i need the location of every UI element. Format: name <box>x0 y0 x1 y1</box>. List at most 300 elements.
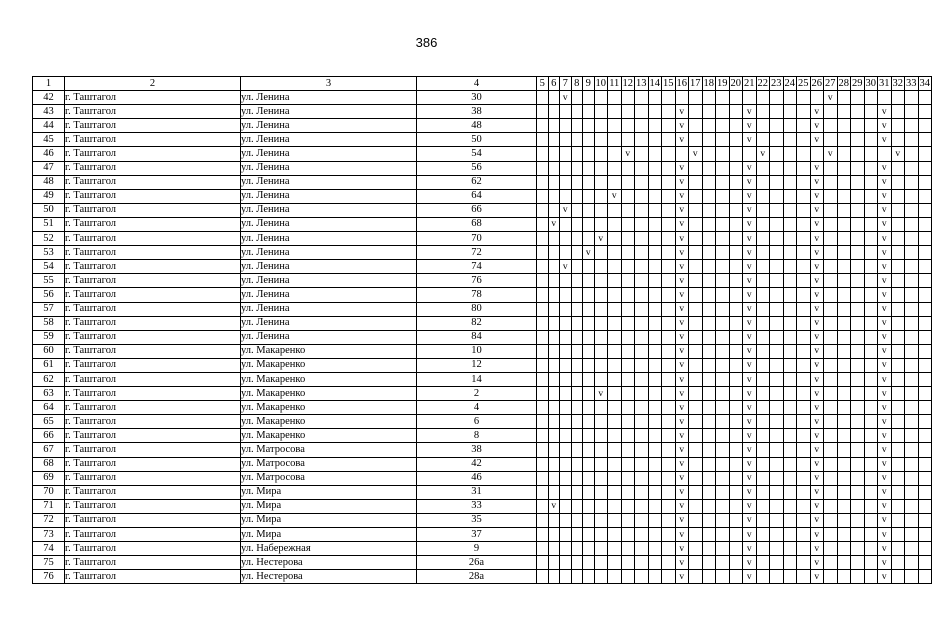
check-mark-cell: v <box>810 513 824 527</box>
city-cell: г. Таштагол <box>65 161 241 175</box>
empty-cell <box>635 485 649 499</box>
empty-cell <box>864 246 878 260</box>
empty-cell <box>918 415 932 429</box>
empty-cell <box>716 133 730 147</box>
empty-cell <box>783 302 797 316</box>
empty-cell <box>824 105 838 119</box>
check-mark-cell: v <box>878 457 892 471</box>
empty-cell <box>824 415 838 429</box>
empty-cell <box>729 246 743 260</box>
empty-cell <box>702 133 716 147</box>
empty-cell <box>851 471 865 485</box>
empty-cell <box>716 344 730 358</box>
check-mark-cell: v <box>675 358 689 372</box>
column-header: 1 <box>33 77 65 91</box>
city-cell: г. Таштагол <box>65 372 241 386</box>
empty-cell <box>756 443 770 457</box>
empty-cell <box>537 372 549 386</box>
empty-cell <box>918 203 932 217</box>
empty-cell <box>716 528 730 542</box>
empty-cell <box>548 330 560 344</box>
empty-cell <box>662 443 676 457</box>
city-cell: г. Таштагол <box>65 147 241 161</box>
empty-cell <box>837 147 851 161</box>
empty-cell <box>770 457 784 471</box>
empty-cell <box>662 105 676 119</box>
empty-cell <box>716 316 730 330</box>
empty-cell <box>918 217 932 231</box>
empty-cell <box>583 330 595 344</box>
column-header: 30 <box>864 77 878 91</box>
empty-cell <box>837 232 851 246</box>
row-number-cell: 66 <box>33 429 65 443</box>
empty-cell <box>729 288 743 302</box>
column-header: 22 <box>756 77 770 91</box>
empty-cell <box>905 119 919 133</box>
empty-cell <box>837 485 851 499</box>
column-header: 3 <box>241 77 417 91</box>
empty-cell <box>560 147 572 161</box>
empty-cell <box>770 302 784 316</box>
empty-cell <box>864 415 878 429</box>
empty-cell <box>729 344 743 358</box>
table-row <box>33 542 932 556</box>
check-mark-cell: v <box>560 203 572 217</box>
empty-cell <box>548 401 560 415</box>
empty-cell <box>864 147 878 161</box>
empty-cell <box>583 499 595 513</box>
empty-cell <box>621 457 635 471</box>
empty-cell <box>783 217 797 231</box>
check-mark-cell: v <box>675 175 689 189</box>
empty-cell <box>594 189 608 203</box>
row-number-cell: 65 <box>33 415 65 429</box>
empty-cell <box>608 119 622 133</box>
empty-cell <box>548 429 560 443</box>
check-mark-cell: v <box>810 556 824 570</box>
empty-cell <box>837 499 851 513</box>
row-number-cell: 53 <box>33 246 65 260</box>
empty-cell <box>729 387 743 401</box>
empty-cell <box>783 119 797 133</box>
empty-cell <box>783 429 797 443</box>
row-number-cell: 46 <box>33 147 65 161</box>
empty-cell <box>594 147 608 161</box>
empty-cell <box>537 133 549 147</box>
empty-cell <box>756 274 770 288</box>
empty-cell <box>560 232 572 246</box>
row-number-cell: 67 <box>33 443 65 457</box>
empty-cell <box>851 372 865 386</box>
empty-cell <box>918 330 932 344</box>
empty-cell <box>583 217 595 231</box>
check-mark-cell: v <box>675 457 689 471</box>
city-cell: г. Таштагол <box>65 570 241 584</box>
empty-cell <box>918 387 932 401</box>
empty-cell <box>837 217 851 231</box>
empty-cell <box>635 556 649 570</box>
check-mark-cell: v <box>560 260 572 274</box>
check-mark-cell: v <box>675 246 689 260</box>
street-cell: ул. Макаренко <box>241 429 417 443</box>
city-cell: г. Таштагол <box>65 119 241 133</box>
empty-cell <box>851 147 865 161</box>
empty-cell <box>851 542 865 556</box>
empty-cell <box>864 288 878 302</box>
empty-cell <box>716 330 730 344</box>
empty-cell <box>648 203 662 217</box>
empty-cell <box>621 528 635 542</box>
empty-cell <box>783 471 797 485</box>
empty-cell <box>662 415 676 429</box>
check-mark-cell: v <box>810 288 824 302</box>
empty-cell <box>729 274 743 288</box>
empty-cell <box>770 260 784 274</box>
house-cell: 66 <box>417 203 537 217</box>
empty-cell <box>716 513 730 527</box>
empty-cell <box>537 203 549 217</box>
empty-cell <box>635 471 649 485</box>
empty-cell <box>560 485 572 499</box>
empty-cell <box>851 119 865 133</box>
empty-cell <box>837 274 851 288</box>
empty-cell <box>918 316 932 330</box>
empty-cell <box>689 387 703 401</box>
empty-cell <box>635 372 649 386</box>
empty-cell <box>621 105 635 119</box>
empty-cell <box>548 175 560 189</box>
empty-cell <box>810 147 824 161</box>
empty-cell <box>689 316 703 330</box>
empty-cell <box>716 542 730 556</box>
check-mark-cell: v <box>878 415 892 429</box>
empty-cell <box>770 330 784 344</box>
empty-cell <box>837 415 851 429</box>
street-cell: ул. Макаренко <box>241 401 417 415</box>
empty-cell <box>662 542 676 556</box>
column-header: 5 <box>537 77 549 91</box>
empty-cell <box>560 358 572 372</box>
empty-cell <box>756 570 770 584</box>
empty-cell <box>837 175 851 189</box>
empty-cell <box>571 513 583 527</box>
table-row <box>33 485 932 499</box>
empty-cell <box>621 471 635 485</box>
empty-cell <box>783 133 797 147</box>
check-mark-cell: v <box>594 387 608 401</box>
empty-cell <box>648 485 662 499</box>
empty-cell <box>689 344 703 358</box>
empty-cell <box>918 443 932 457</box>
empty-cell <box>594 344 608 358</box>
house-cell: 62 <box>417 175 537 189</box>
empty-cell <box>905 415 919 429</box>
check-mark-cell: v <box>878 443 892 457</box>
empty-cell <box>918 485 932 499</box>
empty-cell <box>583 387 595 401</box>
empty-cell <box>824 443 838 457</box>
empty-cell <box>560 542 572 556</box>
empty-cell <box>905 387 919 401</box>
empty-cell <box>608 513 622 527</box>
empty-cell <box>905 203 919 217</box>
empty-cell <box>571 105 583 119</box>
empty-cell <box>583 119 595 133</box>
check-mark-cell: v <box>675 401 689 415</box>
empty-cell <box>837 133 851 147</box>
house-cell: 37 <box>417 528 537 542</box>
empty-cell <box>770 372 784 386</box>
empty-cell <box>648 499 662 513</box>
empty-cell <box>621 274 635 288</box>
empty-cell <box>891 119 905 133</box>
table-row <box>33 330 932 344</box>
check-mark-cell: v <box>878 542 892 556</box>
empty-cell <box>594 330 608 344</box>
empty-cell <box>783 372 797 386</box>
empty-cell <box>560 246 572 260</box>
check-mark-cell: v <box>743 528 757 542</box>
empty-cell <box>783 528 797 542</box>
empty-cell <box>662 401 676 415</box>
check-mark-cell: v <box>810 415 824 429</box>
empty-cell <box>560 344 572 358</box>
empty-cell <box>621 570 635 584</box>
empty-cell <box>583 344 595 358</box>
empty-cell <box>635 358 649 372</box>
check-mark-cell: v <box>810 387 824 401</box>
check-mark-cell: v <box>743 513 757 527</box>
empty-cell <box>537 415 549 429</box>
empty-cell <box>837 542 851 556</box>
empty-cell <box>891 302 905 316</box>
column-header: 7 <box>560 77 572 91</box>
city-cell: г. Таштагол <box>65 513 241 527</box>
street-cell: ул. Ленина <box>241 91 417 105</box>
empty-cell <box>621 133 635 147</box>
table-row <box>33 203 932 217</box>
check-mark-cell: v <box>743 542 757 556</box>
empty-cell <box>594 429 608 443</box>
empty-cell <box>583 358 595 372</box>
empty-cell <box>716 457 730 471</box>
empty-cell <box>689 217 703 231</box>
empty-cell <box>729 372 743 386</box>
empty-cell <box>864 316 878 330</box>
empty-cell <box>689 203 703 217</box>
empty-cell <box>621 372 635 386</box>
empty-cell <box>621 91 635 105</box>
empty-cell <box>635 161 649 175</box>
empty-cell <box>797 513 811 527</box>
street-cell: ул. Макаренко <box>241 387 417 401</box>
empty-cell <box>621 246 635 260</box>
row-number-cell: 76 <box>33 570 65 584</box>
table-row <box>33 274 932 288</box>
empty-cell <box>797 203 811 217</box>
check-mark-cell: v <box>548 217 560 231</box>
check-mark-cell: v <box>743 570 757 584</box>
empty-cell <box>608 302 622 316</box>
empty-cell <box>621 513 635 527</box>
empty-cell <box>824 471 838 485</box>
city-cell: г. Таштагол <box>65 358 241 372</box>
empty-cell <box>560 401 572 415</box>
check-mark-cell: v <box>675 415 689 429</box>
empty-cell <box>797 387 811 401</box>
check-mark-cell: v <box>675 217 689 231</box>
empty-cell <box>729 133 743 147</box>
row-number-cell: 45 <box>33 133 65 147</box>
empty-cell <box>783 443 797 457</box>
street-cell: ул. Нестерова <box>241 570 417 584</box>
empty-cell <box>918 344 932 358</box>
city-cell: г. Таштагол <box>65 175 241 189</box>
empty-cell <box>621 260 635 274</box>
empty-cell <box>662 217 676 231</box>
street-cell: ул. Мира <box>241 513 417 527</box>
empty-cell <box>783 274 797 288</box>
empty-cell <box>594 217 608 231</box>
empty-cell <box>905 147 919 161</box>
empty-cell <box>608 232 622 246</box>
empty-cell <box>608 556 622 570</box>
house-cell: 46 <box>417 471 537 485</box>
empty-cell <box>689 443 703 457</box>
house-cell: 50 <box>417 133 537 147</box>
empty-cell <box>594 274 608 288</box>
empty-cell <box>824 133 838 147</box>
table-row <box>33 358 932 372</box>
empty-cell <box>648 344 662 358</box>
empty-cell <box>783 513 797 527</box>
empty-cell <box>689 330 703 344</box>
empty-cell <box>635 203 649 217</box>
empty-cell <box>548 246 560 260</box>
empty-cell <box>548 91 560 105</box>
empty-cell <box>635 91 649 105</box>
empty-cell <box>548 570 560 584</box>
check-mark-cell: v <box>675 471 689 485</box>
empty-cell <box>648 91 662 105</box>
empty-cell <box>662 119 676 133</box>
column-header: 33 <box>905 77 919 91</box>
empty-cell <box>716 274 730 288</box>
street-cell: ул. Нестерова <box>241 556 417 570</box>
empty-cell <box>756 387 770 401</box>
check-mark-cell: v <box>810 175 824 189</box>
empty-cell <box>635 401 649 415</box>
empty-cell <box>662 203 676 217</box>
empty-cell <box>662 246 676 260</box>
street-cell: ул. Мира <box>241 499 417 513</box>
empty-cell <box>824 161 838 175</box>
empty-cell <box>716 415 730 429</box>
house-cell: 26а <box>417 556 537 570</box>
empty-cell <box>891 542 905 556</box>
empty-cell <box>571 274 583 288</box>
empty-cell <box>918 274 932 288</box>
street-cell: ул. Ленина <box>241 330 417 344</box>
house-cell: 8 <box>417 429 537 443</box>
city-cell: г. Таштагол <box>65 91 241 105</box>
empty-cell <box>783 401 797 415</box>
empty-cell <box>689 232 703 246</box>
empty-cell <box>770 288 784 302</box>
empty-cell <box>905 217 919 231</box>
city-cell: г. Таштагол <box>65 485 241 499</box>
empty-cell <box>621 161 635 175</box>
empty-cell <box>851 387 865 401</box>
empty-cell <box>594 161 608 175</box>
empty-cell <box>537 457 549 471</box>
empty-cell <box>905 316 919 330</box>
empty-cell <box>571 330 583 344</box>
empty-cell <box>560 302 572 316</box>
empty-cell <box>716 189 730 203</box>
row-number-cell: 42 <box>33 91 65 105</box>
column-header: 4 <box>417 77 537 91</box>
empty-cell <box>594 316 608 330</box>
empty-cell <box>635 232 649 246</box>
empty-cell <box>905 133 919 147</box>
column-header: 15 <box>662 77 676 91</box>
check-mark-cell: v <box>675 189 689 203</box>
empty-cell <box>918 542 932 556</box>
empty-cell <box>824 344 838 358</box>
empty-cell <box>635 513 649 527</box>
empty-cell <box>891 499 905 513</box>
empty-cell <box>571 232 583 246</box>
empty-cell <box>689 119 703 133</box>
city-cell: г. Таштагол <box>65 457 241 471</box>
street-cell: ул. Ленина <box>241 302 417 316</box>
city-cell: г. Таштагол <box>65 217 241 231</box>
empty-cell <box>560 316 572 330</box>
empty-cell <box>837 443 851 457</box>
empty-cell <box>770 513 784 527</box>
empty-cell <box>571 316 583 330</box>
empty-cell <box>702 457 716 471</box>
empty-cell <box>608 499 622 513</box>
empty-cell <box>560 570 572 584</box>
empty-cell <box>571 457 583 471</box>
empty-cell <box>851 330 865 344</box>
empty-cell <box>837 457 851 471</box>
check-mark-cell: v <box>878 471 892 485</box>
empty-cell <box>716 203 730 217</box>
empty-cell <box>702 175 716 189</box>
empty-cell <box>837 119 851 133</box>
empty-cell <box>560 556 572 570</box>
city-cell: г. Таштагол <box>65 232 241 246</box>
empty-cell <box>608 147 622 161</box>
empty-cell <box>702 542 716 556</box>
check-mark-cell: v <box>810 372 824 386</box>
house-cell: 64 <box>417 189 537 203</box>
check-mark-cell: v <box>675 556 689 570</box>
empty-cell <box>783 556 797 570</box>
row-number-cell: 70 <box>33 485 65 499</box>
empty-cell <box>864 232 878 246</box>
empty-cell <box>864 443 878 457</box>
empty-cell <box>716 570 730 584</box>
empty-cell <box>583 133 595 147</box>
empty-cell <box>851 189 865 203</box>
check-mark-cell: v <box>743 232 757 246</box>
empty-cell <box>837 372 851 386</box>
empty-cell <box>905 443 919 457</box>
